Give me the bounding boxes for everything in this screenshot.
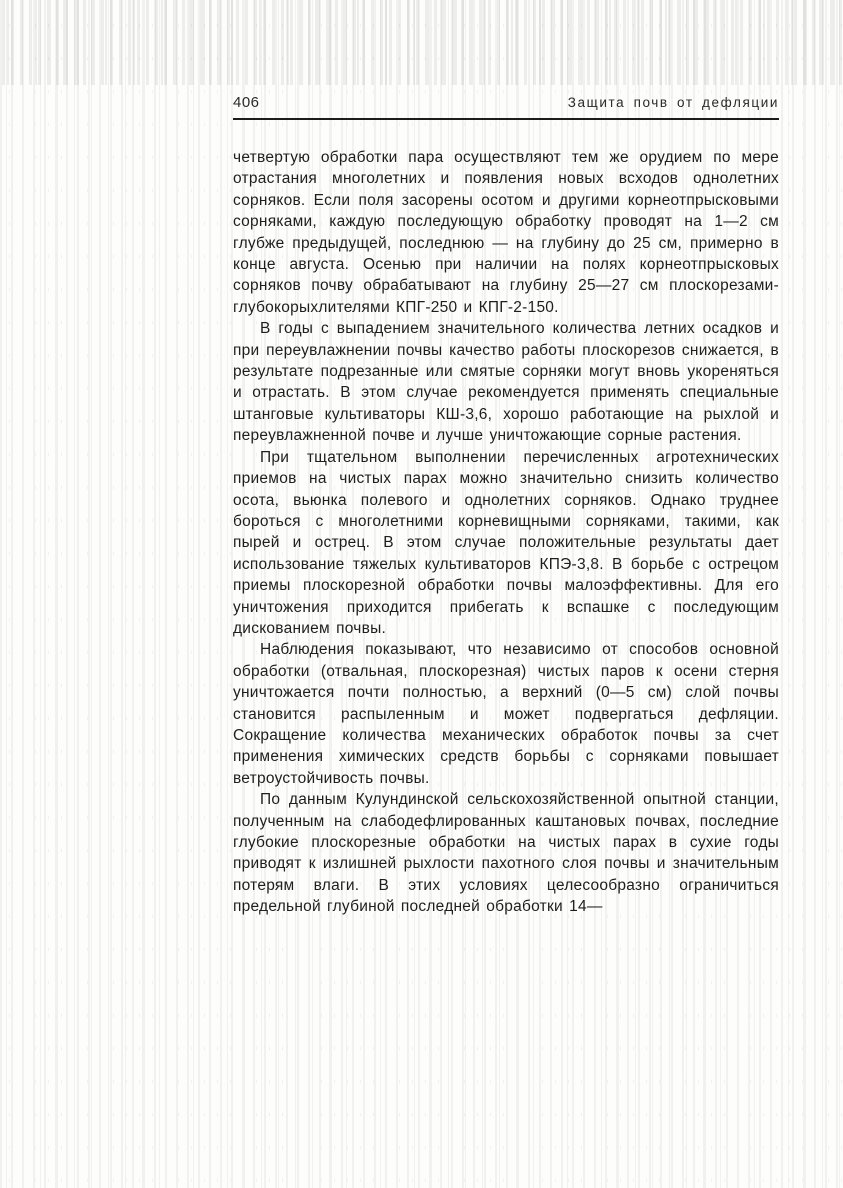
page-content	[233, 94, 779, 918]
paragraph-4: Наблюдения показывают, что независимо от способов основной обработки (отвальная, плоскорезная) чистых паров к осени стерня уничтожается почти полностью, а верхний (0—5 см) слой почвы становится распыленным и может подвергаться дефляции. Сокращение количества механических обработок почвы за счет применения химических средств борьбы с сорняками повышает ветроустойчивость почвы.	[233, 641, 779, 787]
page-number: 406	[233, 94, 260, 111]
paragraph-2: В годы с выпадением значительного количества летних осадков и при переувлажнении почвы качество работы плоскорезов снижается, в результате подрезанные или смятые сорняки могут вновь укореняться и отрастать. В этом случае рекомендуется применять специальные штанговые культиваторы КШ-3,6, хорошо работающие на рыхлой и переувлажненной почве и лучше уничтожающие сорные растения.	[233, 320, 779, 445]
paragraph-5: По данным Кулундинской сельскохозяйственной опытной станции, полученным на слабодефлированных каштановых почвах, последние глубокие плоскорезные обработки на чистых парах в сухие годы приводят к излишней рыхлости пахотного слоя почвы и значительным потерям влаги. В этих условиях целесообразно ограничиться предельной глубиной последней обработки 14—	[233, 791, 779, 916]
running-head	[233, 94, 779, 111]
scan-noise-top-band	[0, 0, 843, 85]
paragraph-3: При тщательном выполнении перечисленных агротехнических приемов на чистых парах можно значительно снизить количество осота, вьюнка полевого и однолетних сорняков. Однако труднее бороться с многолетними корневищными сорняками, такими, как пырей и острец. В этом случае положительные результаты дает использование тяжелых культиваторов КПЭ-3,8. В борьбе с острецом приемы плоскорезной обработки почвы малоэффективны. Для его уничтожения приходится прибегать к вспашке с последующим дискованием почвы.	[233, 448, 779, 637]
page-body	[233, 147, 779, 918]
running-title: Защита почв от дефляции	[567, 95, 779, 110]
header-rule	[233, 118, 779, 120]
paragraph-1: четвертую обработки пара осуществляют тем же орудием по мере отрастания многолетних и появления новых всходов однолетних сорняков. Если поля засорены осотом и другими корнеотпрысковыми сорняками, каждую последующую обработку проводят на 1—2 см глубже предыдущей, последнюю — на глубину до 25 см, примерно в конце августа. Осенью при наличии на полях корнеотпрысковых сорняков почву обрабатывают на глубину 25—27 см плоскорезами-глубокорыхлителями КПГ-250 и КПГ-2-150.	[233, 149, 779, 316]
